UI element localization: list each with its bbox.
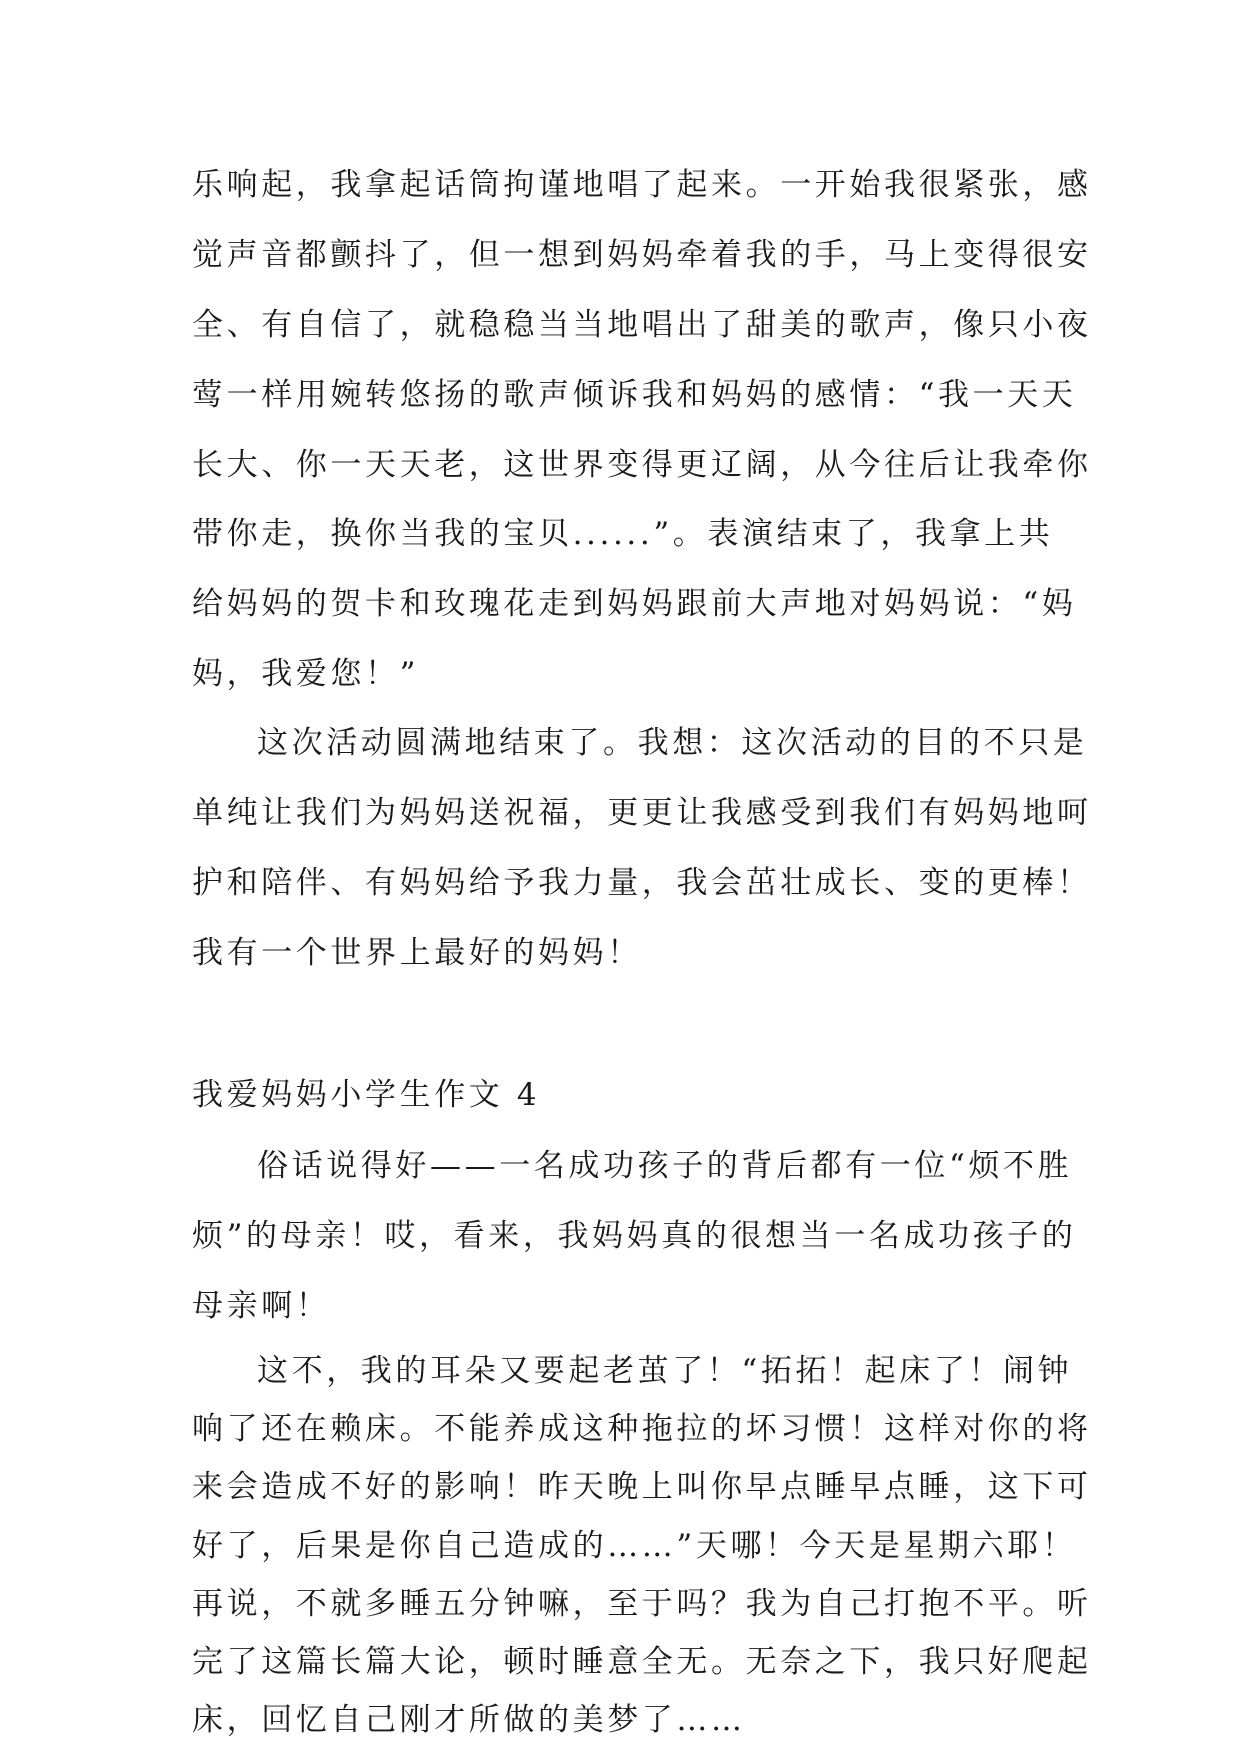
text-line: 长大、你一天天老，这世界变得更辽阔，从今往后让我牵你 bbox=[192, 447, 1092, 483]
text-line: 乐响起，我拿起话筒拘谨地唱了起来。一开始我很紧张，感 bbox=[192, 167, 1092, 203]
text-line: 来会造成不好的影响！昨天晚上叫你早点睡早点睡，这下可 bbox=[192, 1469, 1092, 1505]
text-line: 护和陪伴、有妈妈给予我力量，我会茁壮成长、变的更棒！ bbox=[192, 865, 1092, 901]
text-line: 烦”的母亲！哎，看来，我妈妈真的很想当一名成功孩子的 bbox=[192, 1218, 1077, 1254]
section-heading: 我爱妈妈小学生作文 4 bbox=[192, 1077, 541, 1113]
text-line: 我有一个世界上最好的妈妈！ bbox=[192, 935, 642, 971]
text-line: 床，回忆自己刚才所做的美梦了…… bbox=[192, 1702, 746, 1738]
text-line: 单纯让我们为妈妈送祝福，更更让我感受到我们有妈妈地呵 bbox=[192, 795, 1092, 831]
text-line: 母亲啊！ bbox=[192, 1288, 331, 1324]
text-line: 响了还在赖床。不能养成这种拖拉的坏习惯！这样对你的将 bbox=[192, 1411, 1092, 1447]
text-line: 带你走，换你当我的宝贝......”。表演结束了，我拿上共 bbox=[192, 516, 1054, 552]
text-line: 莺一样用婉转悠扬的歌声倾诉我和妈妈的感情：“我一天天 bbox=[192, 377, 1077, 413]
text-line: 俗话说得好——一名成功孩子的背后都有一位“烦不胜 bbox=[257, 1148, 1073, 1184]
text-line: 给妈妈的贺卡和玫瑰花走到妈妈跟前大声地对妈妈说：“妈 bbox=[192, 586, 1077, 622]
text-line: 完了这篇长篇大论，顿时睡意全无。无奈之下，我只好爬起 bbox=[192, 1644, 1092, 1680]
text-line: 好了，后果是你自己造成的……”天哪！今天是星期六耶！ bbox=[192, 1528, 1077, 1564]
text-line: 这次活动圆满地结束了。我想：这次活动的目的不只是 bbox=[257, 725, 1088, 761]
text-line: 全、有自信了，就稳稳当当地唱出了甜美的歌声，像只小夜 bbox=[192, 307, 1092, 343]
text-line: 妈，我爱您！” bbox=[192, 656, 420, 692]
text-line: 觉声音都颤抖了，但一想到妈妈牵着我的手，马上变得很安 bbox=[192, 237, 1092, 273]
text-line: 这不，我的耳朵又要起老茧了！“拓拓！起床了！闹钟 bbox=[257, 1353, 1073, 1389]
text-line: 再说，不就多睡五分钟嘛，至于吗？我为自己打抱不平。听 bbox=[192, 1586, 1092, 1622]
